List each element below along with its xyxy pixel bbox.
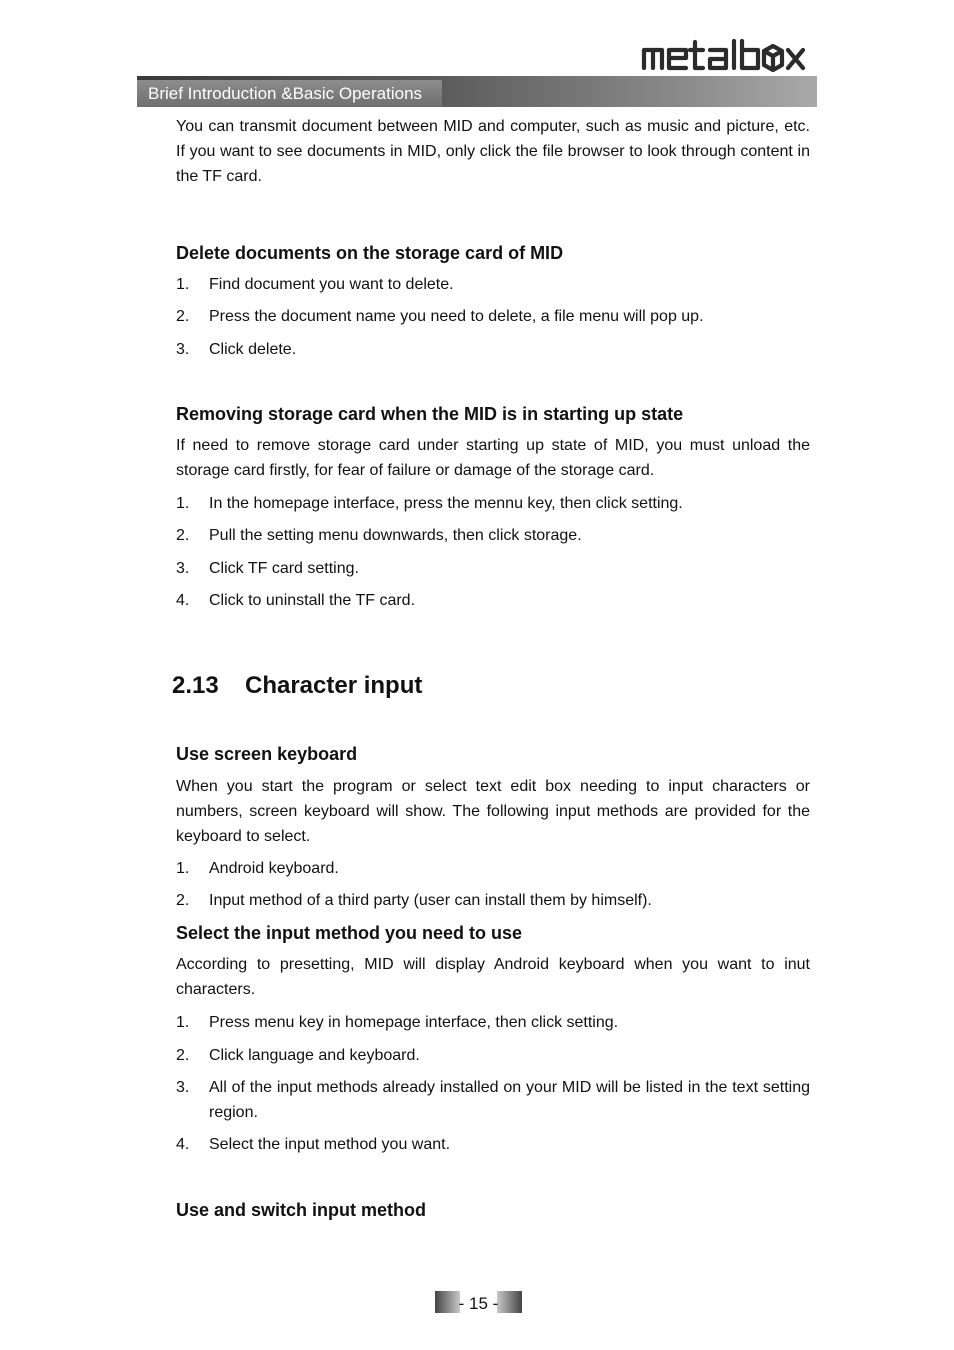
page-content xyxy=(172,114,810,1222)
list-item: 1. Android keyboard. xyxy=(176,860,339,877)
chapter-number: 2.13 xyxy=(172,672,219,699)
select-heading: Select the input method you need to use xyxy=(176,923,523,943)
select-paragraph: According to presetting, MID will display Android keyboard when you want to inut characters. xyxy=(176,956,810,998)
list-item: 2. Pull the setting menu downwards, then click storage. xyxy=(176,527,582,544)
page-number: - 15 - xyxy=(458,1294,499,1313)
list-item: 3. All of the input methods already installed on your MID will be listed in the text setting region. xyxy=(176,1079,810,1121)
section-tab: Brief Introduction &Basic Operations xyxy=(137,80,442,107)
delete-heading: Delete documents on the storage card of MID xyxy=(176,243,564,263)
select-steps xyxy=(176,1010,810,1157)
list-item: 1. Press menu key in homepage interface, then click setting. xyxy=(176,1014,619,1031)
list-item: 4. Select the input method you want. xyxy=(176,1136,451,1153)
metalbox-logo xyxy=(640,38,810,72)
list-item: 1. Find document you want to delete. xyxy=(176,276,454,293)
keyboard-heading: Use screen keyboard xyxy=(176,744,358,764)
switch-heading: Use and switch input method xyxy=(176,1200,427,1220)
chapter-heading xyxy=(172,671,810,701)
list-item: 2. Press the document name you need to delete, a file menu will pop up. xyxy=(176,308,704,325)
remove-heading: Removing storage card when the MID is in starting up state xyxy=(176,404,684,424)
list-item: 2. Input method of a third party (user can install them by himself). xyxy=(176,892,652,909)
chapter-title: Character input xyxy=(245,672,423,699)
list-item: 3. Click delete. xyxy=(176,341,297,358)
page-number-footer xyxy=(435,1291,522,1313)
keyboard-paragraph: When you start the program or select text edit box needing to input characters or numbers, screen keyboard will show. The following input methods are provided for the keyboard to select. xyxy=(176,778,810,845)
list-item: 2. Click language and keyboard. xyxy=(176,1047,420,1064)
delete-steps xyxy=(176,272,810,362)
remove-steps xyxy=(176,491,810,613)
keyboard-steps xyxy=(176,856,810,913)
intro-paragraph: You can transmit document between MID and computer, such as music and picture, etc. If you want to see documents in MID, only click the file browser to look through content in the TF card. xyxy=(176,118,810,185)
list-item: 4. Click to uninstall the TF card. xyxy=(176,592,416,609)
list-item: 1. In the homepage interface, press the mennu key, then click setting. xyxy=(176,495,683,512)
list-item: 3. Click TF card setting. xyxy=(176,560,359,577)
remove-paragraph: If need to remove storage card under starting up state of MID, you must unload the storage card firstly, for fear of failure or damage of the storage card. xyxy=(176,437,810,479)
